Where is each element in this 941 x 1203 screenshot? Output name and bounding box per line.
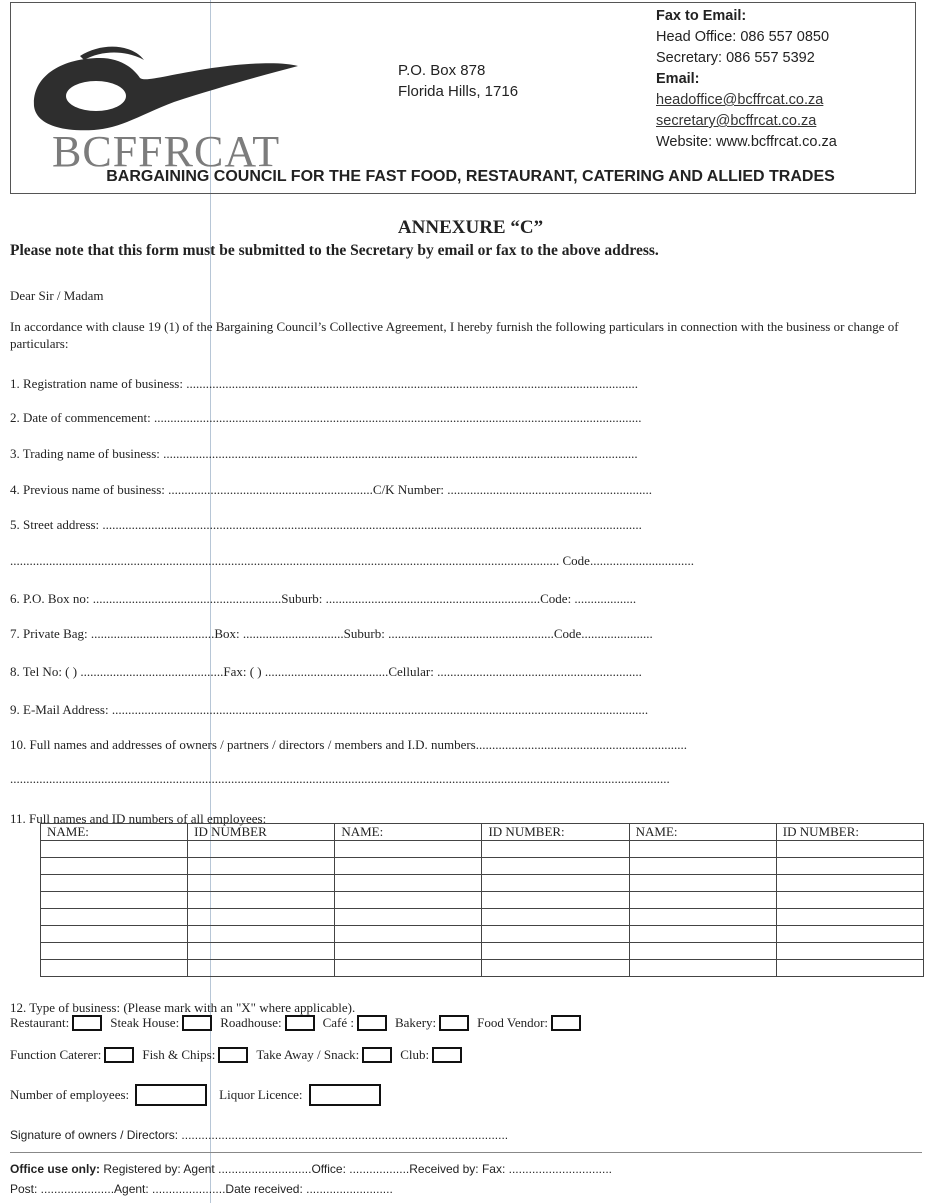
- employee-cell[interactable]: [188, 841, 335, 858]
- col-name-3: NAME:: [629, 824, 776, 841]
- submit-note: Please note that this form must be submitted to the Secretary by email or fax to the above address.: [10, 242, 659, 259]
- col-name-1: NAME:: [41, 824, 188, 841]
- employee-cell[interactable]: [188, 909, 335, 926]
- employee-cell[interactable]: [776, 960, 923, 977]
- employee-cell[interactable]: [335, 909, 482, 926]
- employee-cell[interactable]: [776, 858, 923, 875]
- office-use-fields-1: Registered by: Agent ............................Office: ..................Received by: Fax: ...............................: [100, 1162, 612, 1176]
- field-private-bag[interactable]: 7. Private Bag: ......................................Box: ...............................Suburb: ...................................................Code......................: [10, 626, 653, 641]
- take-away-label: Take Away / Snack:: [256, 1047, 360, 1062]
- food-vendor-checkbox[interactable]: [551, 1015, 581, 1031]
- employee-cell[interactable]: [629, 841, 776, 858]
- club-checkbox[interactable]: [432, 1047, 462, 1063]
- employee-row: [41, 909, 924, 926]
- field-registration-name[interactable]: 1. Registration name of business: ...........................................................................................................................................: [10, 376, 638, 391]
- food-vendor-label: Food Vendor:: [477, 1015, 549, 1030]
- employees-table: [40, 823, 924, 977]
- function-caterer-checkbox[interactable]: [104, 1047, 134, 1063]
- fish-chips-checkbox[interactable]: [218, 1047, 248, 1063]
- col-id-3: ID NUMBER:: [776, 824, 923, 841]
- email-label: Email:: [656, 71, 700, 87]
- employee-cell[interactable]: [335, 926, 482, 943]
- postal-address: [398, 60, 518, 102]
- employee-cell[interactable]: [776, 892, 923, 909]
- field-telephone[interactable]: 8. Tel No: ( ) ............................................Fax: ( ) ......................................Cellular: ...............................................................: [10, 664, 642, 679]
- employee-cell[interactable]: [188, 858, 335, 875]
- employee-cell[interactable]: [41, 841, 188, 858]
- office-use-label: Office use only:: [10, 1162, 101, 1176]
- employee-cell[interactable]: [188, 926, 335, 943]
- employee-cell[interactable]: [629, 875, 776, 892]
- club-label: Club:: [400, 1047, 430, 1062]
- employee-cell[interactable]: [41, 892, 188, 909]
- secretary-email-link[interactable]: secretary@bcffrcat.co.za: [656, 113, 817, 129]
- employee-row: [41, 841, 924, 858]
- bakery-label: Bakery:: [394, 1015, 437, 1030]
- po-box-line: P.O. Box 878: [398, 62, 486, 79]
- employee-cell[interactable]: [482, 892, 629, 909]
- function-caterer-label: Function Caterer:: [10, 1047, 102, 1062]
- employee-row: [41, 943, 924, 960]
- annexure-title: ANNEXURE “C”: [397, 217, 544, 238]
- fish-chips-label: Fish & Chips:: [142, 1047, 216, 1062]
- employee-cell[interactable]: [188, 960, 335, 977]
- employee-cell[interactable]: [482, 926, 629, 943]
- field-previous-name[interactable]: 4. Previous name of business: ...............................................................C/K Number: ...............................................................: [10, 482, 653, 497]
- employee-row: [41, 892, 924, 909]
- employee-cell[interactable]: [188, 943, 335, 960]
- employee-cell[interactable]: [482, 943, 629, 960]
- roadhouse-checkbox[interactable]: [285, 1015, 315, 1031]
- employees-caption: 11. Full names and ID numbers of all employees:: [10, 811, 267, 826]
- employee-row: [41, 960, 924, 977]
- employee-cell[interactable]: [335, 858, 482, 875]
- employee-cell[interactable]: [629, 892, 776, 909]
- employee-cell[interactable]: [41, 926, 188, 943]
- employee-cell[interactable]: [41, 943, 188, 960]
- employee-cell[interactable]: [629, 858, 776, 875]
- employee-cell[interactable]: [776, 875, 923, 892]
- employee-cell[interactable]: [482, 841, 629, 858]
- field-trading-name[interactable]: 3. Trading name of business: ..................................................................................................................................................: [10, 446, 638, 461]
- employee-count-box[interactable]: [135, 1084, 207, 1106]
- business-type-row-1: [10, 1015, 589, 1031]
- employee-cell[interactable]: [335, 875, 482, 892]
- liquor-licence-box[interactable]: [309, 1084, 381, 1106]
- employee-cell[interactable]: [41, 960, 188, 977]
- office-use-line-1: [10, 1162, 612, 1176]
- employee-cell[interactable]: [482, 909, 629, 926]
- employee-cell[interactable]: [776, 926, 923, 943]
- field-po-box[interactable]: 6. P.O. Box no: ..........................................................Suburb: ..................................................................Code: ...................: [10, 591, 637, 606]
- employees-body: [41, 841, 924, 977]
- employee-cell[interactable]: [335, 943, 482, 960]
- business-type-caption: 12. Type of business: (Please mark with an "X" where applicable).: [10, 1000, 356, 1015]
- contact-details: [656, 6, 837, 153]
- employee-cell[interactable]: [629, 909, 776, 926]
- employees-header-row: [41, 824, 924, 841]
- field-date-commencement[interactable]: 2. Date of commencement: ......................................................................................................................................................: [10, 410, 642, 425]
- field-owners[interactable]: 10. Full names and addresses of owners / partners / directors / members and I.D. numbers.................................................................: [10, 737, 687, 752]
- employee-row: [41, 926, 924, 943]
- bakery-checkbox[interactable]: [439, 1015, 469, 1031]
- employee-cell[interactable]: [41, 858, 188, 875]
- office-divider: [10, 1152, 922, 1153]
- head-office-fax: Head Office: 086 557 0850: [656, 29, 830, 45]
- employee-cell[interactable]: [41, 875, 188, 892]
- employee-cell[interactable]: [188, 892, 335, 909]
- employee-row: [41, 875, 924, 892]
- fax-label: Fax to Email:: [656, 8, 747, 24]
- roadhouse-label: Roadhouse:: [220, 1015, 282, 1030]
- take-away-checkbox[interactable]: [362, 1047, 392, 1063]
- employee-cell[interactable]: [629, 943, 776, 960]
- field-street-address[interactable]: 5. Street address: ......................................................................................................................................................................: [10, 517, 642, 532]
- restaurant-label: Restaurant:: [10, 1015, 70, 1030]
- col-id-2: ID NUMBER:: [482, 824, 629, 841]
- employee-cell[interactable]: [335, 841, 482, 858]
- steak-house-checkbox[interactable]: [182, 1015, 212, 1031]
- cafe-label: Café :: [322, 1015, 354, 1030]
- employee-cell[interactable]: [482, 875, 629, 892]
- business-type-row-2: [10, 1047, 470, 1063]
- employee-cell[interactable]: [482, 858, 629, 875]
- employee-count-label: Number of employees:: [10, 1087, 130, 1102]
- field-owners-continued[interactable]: ...........................................................................................................................................................................................................: [10, 771, 670, 786]
- employee-cell[interactable]: [629, 926, 776, 943]
- employee-cell[interactable]: [629, 960, 776, 977]
- cafe-checkbox[interactable]: [357, 1015, 387, 1031]
- secretary-fax: Secretary: 086 557 5392: [656, 50, 815, 66]
- signature-line[interactable]: Signature of owners / Directors: ..................................................................................................: [10, 1128, 509, 1142]
- salutation: Dear Sir / Madam: [10, 288, 104, 303]
- restaurant-checkbox[interactable]: [72, 1015, 102, 1031]
- field-email-address[interactable]: 9. E-Mail Address: .....................................................................................................................................................................: [10, 702, 649, 717]
- council-title: BARGAINING COUNCIL FOR THE FAST FOOD, RESTAURANT, CATERING AND ALLIED TRADES: [106, 168, 835, 185]
- employee-cell[interactable]: [776, 943, 923, 960]
- employee-cell[interactable]: [41, 909, 188, 926]
- liquor-licence-label: Liquor Licence:: [219, 1087, 303, 1102]
- office-use-line-2: Post: ......................Agent: ......................Date received: ..........................: [10, 1182, 393, 1196]
- employee-cell[interactable]: [335, 892, 482, 909]
- steak-house-label: Steak House:: [110, 1015, 180, 1030]
- employee-cell[interactable]: [776, 841, 923, 858]
- employee-cell[interactable]: [482, 960, 629, 977]
- employees-liquor-row: [10, 1084, 393, 1106]
- employee-cell[interactable]: [188, 875, 335, 892]
- intro-paragraph: In accordance with clause 19 (1) of the Bargaining Council’s Collective Agreement, I hereby furnish the following particulars in connection with the business or change of particulars:: [10, 319, 899, 351]
- col-name-2: NAME:: [335, 824, 482, 841]
- col-id-1: ID NUMBER: [188, 824, 335, 841]
- employee-cell[interactable]: [335, 960, 482, 977]
- website: Website: www.bcffrcat.co.za: [656, 134, 837, 150]
- po-city-line: Florida Hills, 1716: [398, 83, 519, 100]
- field-street-address-code[interactable]: ......................................................................................................................................................................... Code................................: [10, 553, 694, 568]
- employee-cell[interactable]: [776, 909, 923, 926]
- employee-row: [41, 858, 924, 875]
- logo-text: BCFFRCAT: [52, 127, 281, 176]
- head-office-email-link[interactable]: headoffice@bcffrcat.co.za: [656, 92, 824, 108]
